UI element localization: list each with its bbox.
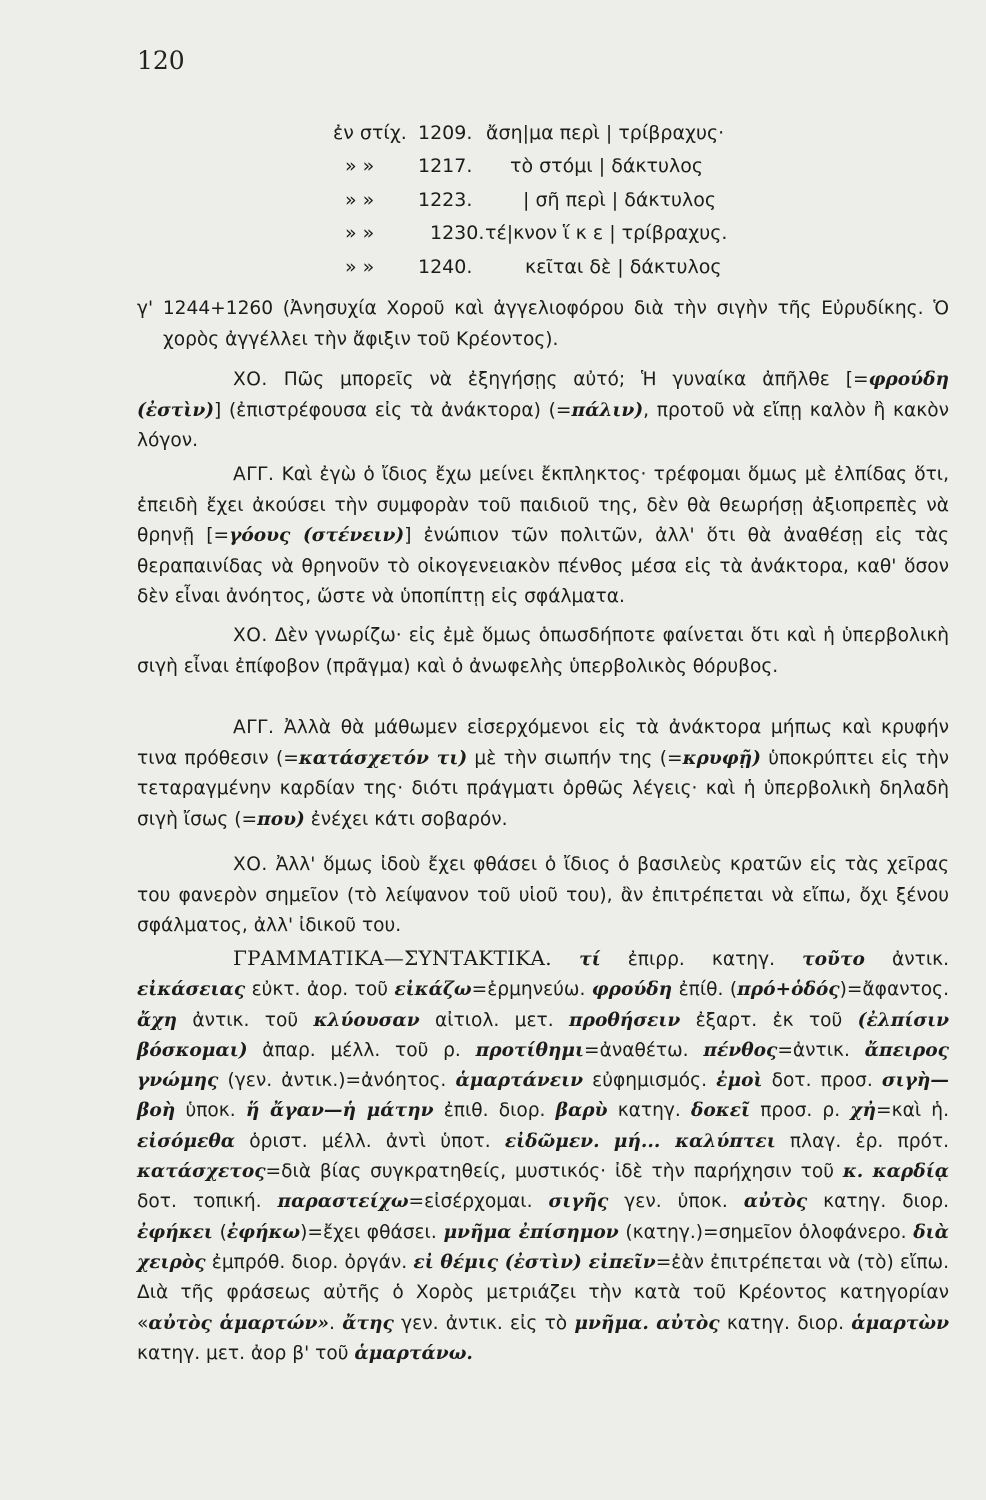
paragraph-text: , προτοῦ νὰ εἴπῃ καλὸν ἢ κακὸν λόγον.	[137, 399, 949, 452]
speaker-label: ΧΟ.	[233, 625, 268, 646]
paragraph-text: Ἀλλ' ὅμως ἰδοὺ ἔχει φθάσει ὁ ἴδιος ὁ βασιλεὺς κρατῶν εἰς τὰς χεῖρας του φανερὸν σημεῖον (τὸ λείψανον τοῦ υἱοῦ του), ἂν ἐπιτρέπεται νὰ εἴπω, ὄχι ξένου σφάλματος, ἀλλ' ἰδικοῦ του.	[137, 854, 949, 937]
greek-gloss: φρούδη (ἐστὶν)	[137, 369, 949, 421]
lemma: ἁμαρτάνω.	[354, 1342, 473, 1364]
dialogue-paragraph	[137, 850, 949, 942]
meter-text: ἄση|μα περὶ | τρίβραχυς·	[486, 122, 725, 144]
meter-prefix: » »	[345, 189, 375, 211]
dialogue-paragraph	[137, 365, 949, 457]
note-text: (γεν. ἀντικ.)=ἀνόητος.	[218, 1070, 456, 1092]
note-text	[600, 1131, 614, 1152]
meter-text: τέ|κνον ἵ κ ε | τρίβραχυς.	[485, 222, 728, 244]
lemma: παραστείχω	[277, 1191, 409, 1213]
lemma: ἐφήκει	[137, 1221, 213, 1243]
dialogue-paragraph	[137, 460, 949, 613]
greek-gloss: κρυφῇ)	[682, 747, 761, 769]
lemma: εἰσόμεθα	[137, 1130, 236, 1152]
note-text: δοτ. προσ.	[762, 1070, 882, 1092]
lemma: ἄτης	[342, 1312, 394, 1334]
dialogue-paragraph	[137, 713, 949, 835]
paragraph-text: Δὲν γνωρίζω· εἰς ἐμὲ ὅμως ὁπωσδήποτε φαίνεται ὅτι καὶ ἡ ὑπερβολικὴ σιγὴ εἶναι ἐπίφοβον (πρᾶγμα) καὶ ὁ ἀνωφελὴς ὑπερβολικὸς θόρυβος.	[137, 625, 949, 677]
greek-gloss: γόους (στένειν)	[229, 525, 405, 547]
note-text: =ἀντικ.	[777, 1039, 865, 1061]
lemma: αὐτὸς	[743, 1191, 808, 1213]
note-text: ἐξαρτ. ἐκ τοῦ	[680, 1009, 858, 1031]
lemma: σιγῆς	[548, 1191, 609, 1213]
lemma: προθήσειν	[569, 1009, 681, 1031]
lemma: ἐφήκω	[226, 1221, 301, 1243]
note-text: γεν. ὑποκ.	[608, 1191, 744, 1213]
lemma: κλύουσαν	[313, 1009, 420, 1031]
section-heading: γ' 1244+1260 (Ἀνησυχία Χοροῦ καὶ ἀγγελιοφόρου διὰ τὴν σιγὴν τῆς Εὐρυδίκης. Ὁ χορὸς ἀγγέλλει τὴν ἄφιξιν τοῦ Κρέοντος).	[137, 298, 949, 350]
note-text: =ἐὰν ἐπιτρέπεται νὰ (τὸ) εἴπω. Διὰ τῆς φράσεως αὐτῆς ὁ Χορὸς μετριάζει τὴν κατὰ τοῦ Κρέοντος κατηγορίαν «	[137, 1251, 949, 1334]
note-text: εὐφημισμός.	[583, 1070, 717, 1092]
meter-verse-number: 1209.	[418, 122, 473, 144]
note-text: κατηγ. διορ.	[807, 1191, 950, 1213]
grammar-heading: ΓΡΑΜΜΑΤΙΚΑ—ΣΥΝΤΑΚΤΙΚΑ.	[233, 946, 552, 970]
lemma: φρούδη	[591, 979, 673, 1001]
meter-verse-number: 1223.	[418, 189, 473, 211]
note-text: ὁριστ. μέλλ. ἀντὶ ὑποτ.	[235, 1130, 505, 1152]
dialogue-paragraph	[137, 621, 949, 682]
lemma: τοῦτο	[802, 949, 865, 970]
meter-text: κεῖται δὲ | δάκτυλος	[525, 256, 722, 278]
note-text: ἐπιρρ. κατηγ.	[600, 949, 803, 970]
meter-prefix: » »	[345, 155, 375, 177]
lemma: εἰ θέμις (ἐστὶν) εἰπεῖν	[413, 1251, 656, 1273]
note-text: ἀντικ.	[864, 949, 949, 970]
lemma: προτίθημι	[475, 1039, 585, 1061]
lemma: ἥ ἄγαν—ἡ μάτην	[245, 1100, 434, 1122]
note-text: προσ. ρ.	[750, 1100, 851, 1122]
lemma: κατάσχετος	[137, 1161, 266, 1183]
note-text: =ἑρμηνεύω.	[471, 979, 592, 1001]
paragraph-text: ] (ἐπιστρέφουσα εἰς τὰ ἀνάκτορα) (=	[214, 399, 572, 421]
meter-verse-number: 1217.	[418, 155, 473, 177]
greek-gloss: πάλιν)	[571, 399, 644, 421]
note-text: =καὶ ἡ.	[876, 1100, 949, 1122]
lemma: ἄπειρος γνώμης	[137, 1039, 949, 1092]
greek-gloss: κατάσχετόν τι)	[298, 747, 468, 769]
note-text: γεν. ἀντικ. εἰς τὸ	[393, 1312, 575, 1334]
lemma: αὐτὸς ἁμαρτών»	[148, 1312, 330, 1334]
paragraph-text: ] ἐνώπιον τῶν πολιτῶν, ἀλλ' ὅτι θὰ ἀναθέσῃ εἰς τὰς θεραπαινίδας νὰ θρηνοῦν τὸ οἰκογενειακὸν πένθος μέσα εἰς τὰ ἀνάκτορα, καθ' ὅσον δὲν εἶναι ἀνόητος, ὥστε νὰ ὑποπίπτῃ εἰς σφάλματα.	[137, 525, 950, 608]
note-text: =εἰσέρχομαι.	[408, 1191, 549, 1213]
note-text: (κατηγ.)=σημεῖον ὁλοφάνερο.	[618, 1221, 914, 1243]
grammar-section	[137, 943, 949, 1369]
lemma: μνῆμα ἐπίσημον	[443, 1221, 619, 1243]
note-text: ἐπίθ. (	[672, 979, 738, 1001]
note-text: (	[212, 1221, 227, 1243]
page-number: 120	[137, 46, 185, 75]
lemma: μή... καλύπτει	[613, 1130, 776, 1152]
lemma: (ἐλπίσιν βόσκομαι)	[137, 1009, 950, 1061]
note-text: δοτ. τοπική.	[137, 1191, 278, 1213]
paragraph-text: Ἀλλὰ θὰ μάθωμεν εἰσερχόμενοι εἰς τὰ ἀνάκτορα μήπως καὶ κρυφήν τινα πρόθεσιν (=	[137, 717, 949, 769]
note-text: .	[329, 1312, 343, 1334]
lemma: εἰδῶμεν.	[504, 1130, 600, 1152]
greek-gloss: που)	[257, 808, 305, 830]
meter-text: | σῆ περὶ | δάκτυλος	[523, 189, 717, 211]
meter-prefix: ἐν στίχ.	[333, 122, 407, 144]
note-text: =διὰ βίας συγκρατηθείς, μυστικός· ἰδὲ τὴν παρήχησιν τοῦ	[265, 1161, 843, 1183]
meter-text: τὸ στόμι | δάκτυλος	[510, 155, 704, 177]
lemma: πρό+ὁδός	[737, 979, 840, 1001]
lemma: ἄχη	[137, 1009, 178, 1031]
lemma: εἰκάσειας	[137, 979, 246, 1001]
note-text: κατηγ.	[607, 1100, 691, 1122]
lemma: τί	[579, 949, 601, 970]
lemma: διὰ χειρὸς	[137, 1221, 949, 1273]
paragraph-text: Πῶς μπορεῖς νὰ ἐξηγήσῃς αὐτό; Ἡ γυναίκα ἀπῆλθε [=	[283, 369, 869, 390]
note-text: )=ἔχει φθάσει.	[300, 1221, 444, 1243]
note-text: κατηγ. μετ. ἀορ β' τοῦ	[137, 1342, 355, 1364]
lemma: εἰκάζω	[394, 979, 472, 1001]
lemma: ἐμοὶ	[716, 1070, 763, 1092]
meter-prefix: » »	[345, 256, 375, 278]
lemma: βαρὺ	[555, 1100, 608, 1122]
speaker-label: ΧΟ.	[233, 369, 268, 390]
speaker-label: ΧΟ.	[233, 854, 268, 875]
note-text: εὐκτ. ἀορ. τοῦ	[245, 979, 395, 1001]
note-text: ἀπαρ. μέλλ. τοῦ ρ.	[247, 1039, 476, 1061]
lemma: σιγὴ—βοὴ	[137, 1070, 949, 1122]
lemma: χἠ	[850, 1100, 877, 1122]
lemma: ἁμαρτάνειν	[455, 1070, 584, 1092]
note-text: ἀντικ. τοῦ	[177, 1009, 314, 1031]
speaker-label: ΑΓΓ.	[233, 717, 275, 738]
note-text: =ἀναθέτω.	[584, 1039, 704, 1061]
paragraph-text: Καὶ ἐγὼ ὁ ἴδιος ἔχω μείνει ἔκπληκτος· τρέφομαι ὅμως μὲ ἐλπίδας ὅτι, ἐπειδὴ ἔχει ἀκούσει τὴν συμφορὰν τοῦ παιδιοῦ της, δὲν θὰ θεωρήσῃ ἀξιοπρεπὲς νὰ θρηνῇ [=	[137, 464, 949, 547]
lemma: αὐτὸς	[656, 1312, 720, 1334]
lemma: μνῆμα.	[574, 1312, 649, 1334]
paragraph-text: ὑποκρύπτει εἰς τὴν τεταραγμένην καρδίαν της· διότι πράγματι ὀρθῶς λέγεις· καὶ ἡ ὑπερβολικὴ δηλαδὴ σιγὴ ἴσως (=	[137, 747, 950, 830]
note-text: πλαγ. ἐρ. πρότ.	[775, 1130, 949, 1152]
note-text: ἐπιθ. διορ.	[433, 1100, 556, 1122]
meter-verse-number: 1240.	[418, 256, 473, 278]
paragraph-text: ἐνέχει κάτι σοβαρόν.	[304, 808, 508, 830]
meter-prefix: » »	[345, 222, 375, 244]
speaker-label: ΑΓΓ.	[233, 464, 275, 485]
lemma: κ. καρδίᾳ	[842, 1161, 949, 1183]
meter-verse-number: 1230.	[430, 222, 485, 244]
note-text: αἰτιολ. μετ.	[419, 1009, 570, 1031]
lemma: πένθος	[703, 1039, 778, 1061]
note-text: ἐμπρόθ. διορ. ὀργάν.	[205, 1251, 414, 1273]
note-text: ὑποκ.	[175, 1100, 246, 1122]
lemma: ἁμαρτὼν	[851, 1312, 949, 1334]
lemma: δοκεῖ	[690, 1100, 751, 1122]
paragraph-text: μὲ τὴν σιωπήν της (=	[467, 747, 683, 769]
note-text: κατηγ. διορ.	[719, 1312, 852, 1334]
note-text: )=ἄφαντος.	[839, 979, 949, 1001]
